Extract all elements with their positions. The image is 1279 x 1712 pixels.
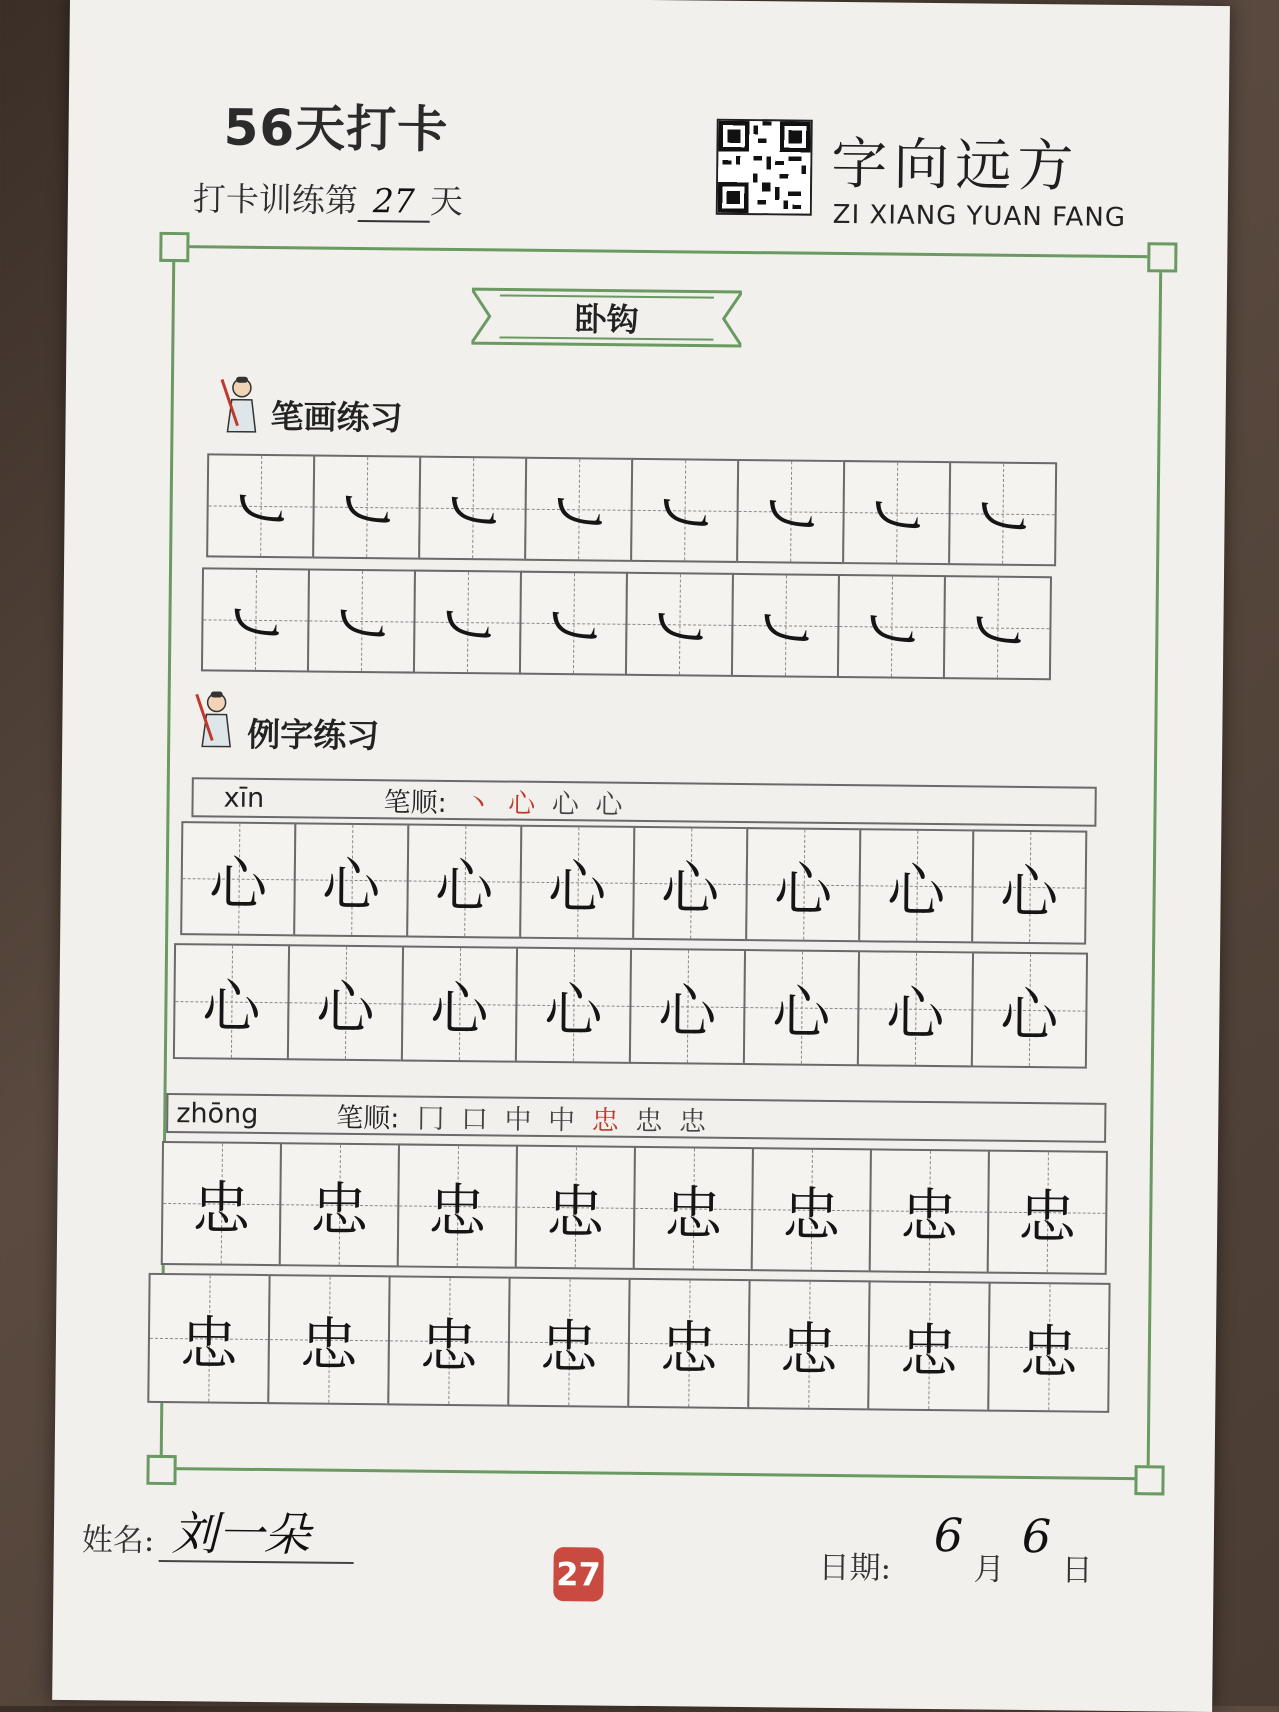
cell-char: ㇃ [440,476,505,552]
example-practice-title: 例字练习 [247,714,380,756]
day-counter-suffix: 天 [429,181,464,222]
cell-char: ㇃ [647,593,712,668]
stroke-order-step: 心 [595,788,627,821]
practice-cell[interactable] [987,1150,1108,1275]
cell-char: 忠 [899,1181,959,1251]
practice-cell[interactable] [519,825,635,940]
cell-char: ㇃ [758,480,823,555]
cell-char: 心 [772,978,831,1047]
brand-logo-cn: 字向远方 [830,131,1080,200]
stroke-order-sequence [417,1096,710,1138]
scholar-mascot-icon [192,690,237,750]
practice-cell[interactable] [837,574,946,679]
practice-cell[interactable] [745,827,861,942]
cell-char: 心 [544,975,603,1045]
practice-cell[interactable] [987,1282,1110,1413]
date-label: 日期: [818,1549,892,1587]
cell-char: 心 [1000,980,1059,1050]
cell-char: ㇃ [652,479,717,554]
cell-char: 忠 [659,1314,719,1383]
day-number-handwritten: 27 [358,181,430,223]
cell-char: 心 [434,851,494,921]
day-label: 日 [1061,1552,1093,1589]
practice-cell[interactable] [173,943,290,1060]
stroke-order-step: 心 [551,788,584,820]
worksheet-page [52,0,1230,1712]
stroke-grid-row-1 [206,453,1055,566]
pinyin: zhōng [176,1097,259,1130]
stroke-order-step: 中 [504,1104,536,1136]
practice-cell[interactable] [287,944,404,1061]
practice-cell[interactable] [201,567,310,672]
cell-char: 心 [886,856,946,926]
zhong-grid-row-2 [147,1273,1108,1413]
stroke-order-label: 笔顺: [336,1102,400,1134]
stroke-order-step: 忠 [678,1105,711,1138]
name-value-handwritten: 刘一朵 [171,1506,311,1562]
practice-cell[interactable] [312,454,421,559]
frame-corner-ornament [159,232,189,262]
practice-cell[interactable] [869,1148,990,1273]
practice-cell[interactable] [147,1273,270,1404]
practice-cell[interactable] [627,1278,750,1409]
cell-char: 忠 [539,1312,599,1382]
practice-cell[interactable] [632,826,748,941]
stroke-order-sequence [465,781,627,822]
cell-char: ㇃ [753,594,818,669]
page-title: 56天打卡 [223,98,449,159]
practice-cell[interactable] [867,1280,990,1411]
cell-char: 忠 [1019,1317,1079,1387]
stroke-order-step: 冂 [417,1103,449,1135]
practice-cell[interactable] [948,461,1057,566]
scholar-mascot-icon [217,375,262,435]
stroke-order-step: 丶 [464,787,496,819]
practice-cell[interactable] [630,458,739,563]
stroke-name-banner [471,285,742,350]
cell-char: ㇃ [864,481,929,556]
practice-cell[interactable] [180,821,296,936]
practice-cell[interactable] [971,951,1088,1068]
practice-cell[interactable] [858,828,974,943]
name-label: 姓名: [81,1522,155,1559]
practice-cell[interactable] [418,456,527,561]
practice-cell[interactable] [413,570,522,675]
cell-char: 心 [773,855,833,924]
day-counter [193,173,463,223]
cell-char: 忠 [179,1309,239,1378]
cell-char: 心 [316,973,375,1043]
practice-cell[interactable] [507,1277,630,1408]
cell-char: ㇃ [329,589,394,665]
month-label: 月 [973,1551,1005,1588]
practice-cell[interactable] [515,947,632,1064]
qr-code [716,119,813,216]
practice-cell[interactable] [943,575,1052,680]
practice-cell[interactable] [625,572,734,677]
cell-char: ㇃ [228,474,294,550]
cell-char: 忠 [309,1175,369,1245]
stroke-order-step: 口 [460,1103,493,1135]
practice-cell[interactable] [206,453,315,558]
practice-cell[interactable] [397,1143,518,1268]
day-value-handwritten: 6 [1021,1508,1052,1564]
cell-char: 心 [208,849,268,919]
practice-cell[interactable] [406,824,522,939]
practice-cell[interactable] [842,460,951,565]
xin-grid-row-2 [173,943,1086,1069]
zhong-grid-row-1 [161,1141,1106,1275]
practice-cell[interactable] [857,950,974,1067]
cell-char: 心 [658,977,717,1046]
cell-char: 忠 [663,1179,723,1248]
practice-cell[interactable] [736,459,845,564]
xin-grid-row-1 [180,821,1085,944]
practice-cell[interactable] [971,829,1087,944]
cell-char: ㇃ [223,588,288,664]
practice-cell[interactable] [161,1141,282,1266]
cell-char: 忠 [545,1177,605,1247]
cell-char: ㇃ [435,590,500,666]
frame-corner-ornament [1147,242,1177,272]
stroke-name: 卧钩 [574,300,639,339]
month-value-handwritten: 6 [933,1508,964,1563]
practice-cell[interactable] [293,822,409,937]
cell-char: 心 [202,972,261,1041]
page-number-badge: 27 [553,1547,604,1602]
practice-cell[interactable] [267,1274,390,1405]
practice-cell[interactable] [524,457,633,562]
pinyin: xīn [223,782,265,814]
cell-char: ㇃ [859,595,924,670]
frame-corner-ornament [146,1455,176,1485]
cell-char: ㇃ [546,477,611,553]
cell-char: ㇃ [970,482,1035,558]
stroke-order-step: 忠 [635,1105,667,1137]
frame-corner-ornament [1134,1465,1164,1495]
stroke-order-step: 忠 [591,1104,623,1137]
cell-char: 心 [547,852,607,922]
cell-char: 心 [660,854,720,923]
practice-cell[interactable] [279,1142,400,1267]
stroke-order-step: 心 [508,788,540,820]
practice-cell[interactable] [387,1275,510,1406]
cell-char: ㇃ [964,596,1030,672]
stroke-order-step: 中 [547,1104,580,1136]
cell-char: ㇃ [541,591,606,667]
practice-cell[interactable] [307,568,416,673]
practice-cell[interactable] [751,1147,872,1272]
stroke-order-label: 笔顺: [383,786,447,819]
cell-char: 忠 [779,1315,839,1385]
cell-char: 忠 [1017,1182,1077,1252]
cell-char: 忠 [899,1316,959,1386]
cell-char: ㇃ [334,475,399,551]
cell-char: 心 [321,850,381,920]
practice-cell[interactable] [519,571,628,676]
practice-cell[interactable] [731,573,840,678]
cell-char: 忠 [419,1311,479,1381]
day-counter-prefix: 打卡训练第 [192,179,359,220]
stroke-practice-title: 笔画练习 [270,397,403,438]
cell-char: 心 [999,857,1059,927]
cell-char: 心 [886,979,945,1049]
practice-cell[interactable] [747,1279,870,1410]
stroke-grid-row-2 [201,567,1050,680]
practice-cell[interactable] [743,949,860,1066]
practice-cell[interactable] [629,948,746,1065]
cell-char: 忠 [299,1310,359,1380]
cell-char: 忠 [191,1174,251,1243]
brand-logo-en: ZI XIANG YUAN FANG [832,199,1127,233]
cell-char: 忠 [781,1180,841,1250]
practice-cell[interactable] [633,1146,754,1271]
cell-char: 心 [430,974,489,1044]
cell-char: 忠 [427,1176,487,1246]
practice-cell[interactable] [401,945,518,1062]
practice-cell[interactable] [515,1145,636,1270]
